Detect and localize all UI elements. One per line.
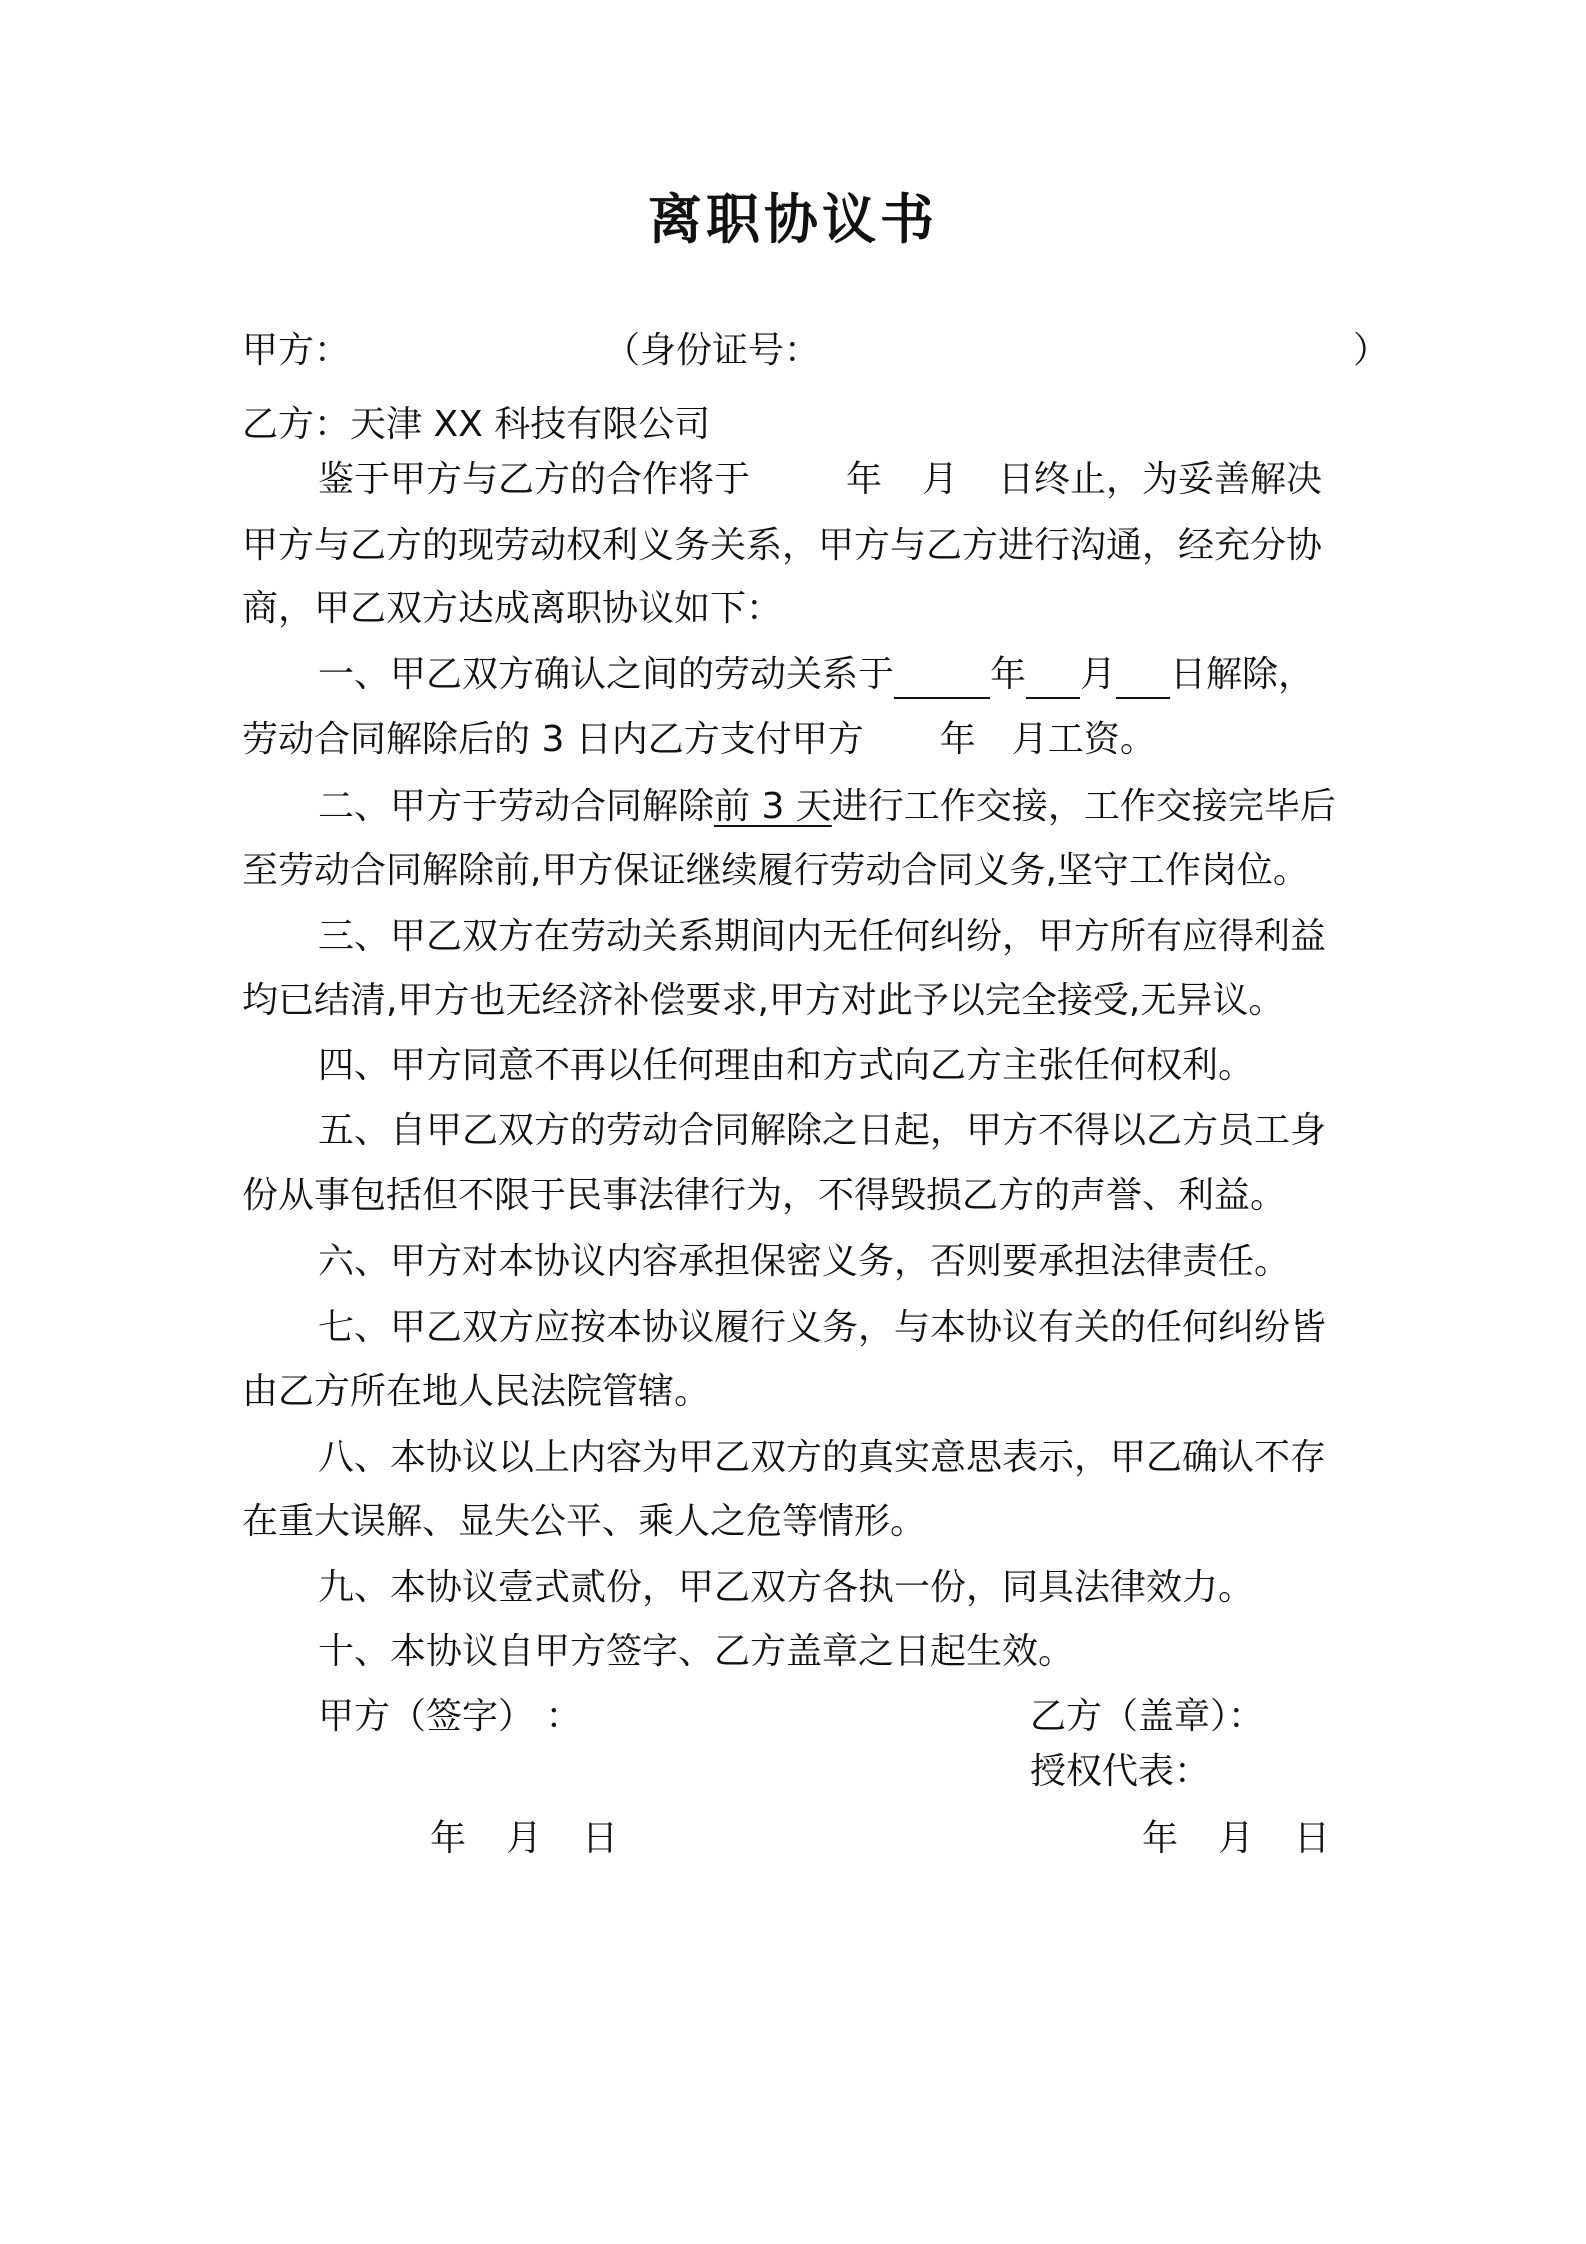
clause-1-pay-year: 年 [939,719,976,760]
party-b-date-year: 年 [1142,1818,1179,1859]
party-b-date-day: 日 [1294,1818,1331,1859]
party-a-signature-label: 甲方（签字） ： [318,1696,582,1737]
clause-8-line-2: 在重大误解、显失公平、乘人之危等情形。 [242,1501,927,1542]
party-b-date-month: 月 [1218,1818,1255,1859]
clause-1-text: 一、甲乙双方确认之间的劳动关系于 [318,654,895,695]
clause-5-line-1: 五、自甲乙双方的劳动合同解除之日起，甲方不得以乙方员工身 [318,1110,1327,1151]
blank-day-field [1116,657,1170,699]
clause-3-line-2: 均已结清,甲方也无经济补偿要求,甲方对此予以完全接受,无异议。 [242,980,1285,1021]
id-number-label: （身份证号： [604,330,821,371]
preamble-line-1 [318,456,1322,504]
clause-7-line-2: 由乙方所在地人民法院管辖。 [242,1371,711,1412]
clause-7-line-1: 七、甲乙双方应按本协议履行义务，与本协议有关的任何纠纷皆 [318,1307,1327,1348]
blank-month-field [1026,657,1080,699]
party-a-label: 甲方： [242,330,351,371]
clause-6-line-1: 六、甲方对本协议内容承担保密义务，否则要承担法律责任。 [318,1241,1291,1282]
clause-4-line-1: 四、甲方同意不再以任何理由和方式向乙方主张任何权利。 [318,1045,1255,1086]
preamble-month: 月 [922,459,959,500]
clause-3-line-1: 三、甲乙双方在劳动关系期间内无任何纠纷，甲方所有应得利益 [318,916,1327,957]
clause-1-line-2 [242,716,1156,764]
clause-1-payment-text: 劳动合同解除后的 3 日内乙方支付甲方 [242,719,864,760]
clause-2-line-2: 至劳动合同解除前,甲方保证继续履行劳动合同义务,坚守工作岗位。 [242,850,1309,891]
clause-8-line-1: 八、本协议以上内容为甲乙双方的真实意思表示，甲乙确认不存 [318,1437,1327,1478]
party-a-date [430,1815,618,1863]
document-title: 离职协议书 [648,188,938,251]
clause-1-year: 年 [990,654,1027,695]
party-b-line: 乙方：天津 XX 科技有限公司 [242,404,711,445]
party-a-date-year: 年 [430,1818,467,1859]
party-a-date-month: 月 [506,1818,543,1859]
clause-1-day: 日解除， [1170,654,1315,695]
clause-1-month: 月 [1080,654,1117,695]
authorized-representative-label: 授权代表： [1030,1751,1211,1792]
clause-2-line-1 [318,783,1336,831]
clause-5-line-2: 份从事包括但不限于民事法律行为，不得毁损乙方的声誉、利益。 [242,1175,1287,1216]
party-b-date [1142,1815,1330,1863]
clause-1-line-1 [318,651,1314,699]
id-number-close: ） [1353,330,1390,371]
clause-9-line-1: 九、本协议壹式贰份，甲乙双方各执一份，同具法律效力。 [318,1567,1255,1608]
handover-days: 前 3 天 [714,786,832,827]
preamble-day: 日终止，为妥善解决 [998,459,1323,500]
party-a-line [242,327,1389,375]
preamble-line-3: 商，甲乙双方达成离职协议如下： [242,588,783,629]
party-a-date-day: 日 [582,1818,619,1859]
clause-2-text: 二、甲方于劳动合同解除 [318,786,715,827]
preamble-year: 年 [846,459,883,500]
preamble-line-2: 甲方与乙方的现劳动权利义务关系，甲方与乙方进行沟通，经充分协 [242,525,1323,566]
preamble-text: 鉴于甲方与乙方的合作将于 [318,459,751,500]
clause-1-pay-month: 月工资。 [1011,719,1156,760]
clause-10-line-1: 十、本协议自甲方签字、乙方盖章之日起生效。 [318,1631,1075,1672]
blank-year-field [894,657,990,699]
party-b-seal-label: 乙方（盖章）： [1030,1696,1265,1737]
clause-2-text-2: 进行工作交接，工作交接完毕后 [831,786,1336,827]
